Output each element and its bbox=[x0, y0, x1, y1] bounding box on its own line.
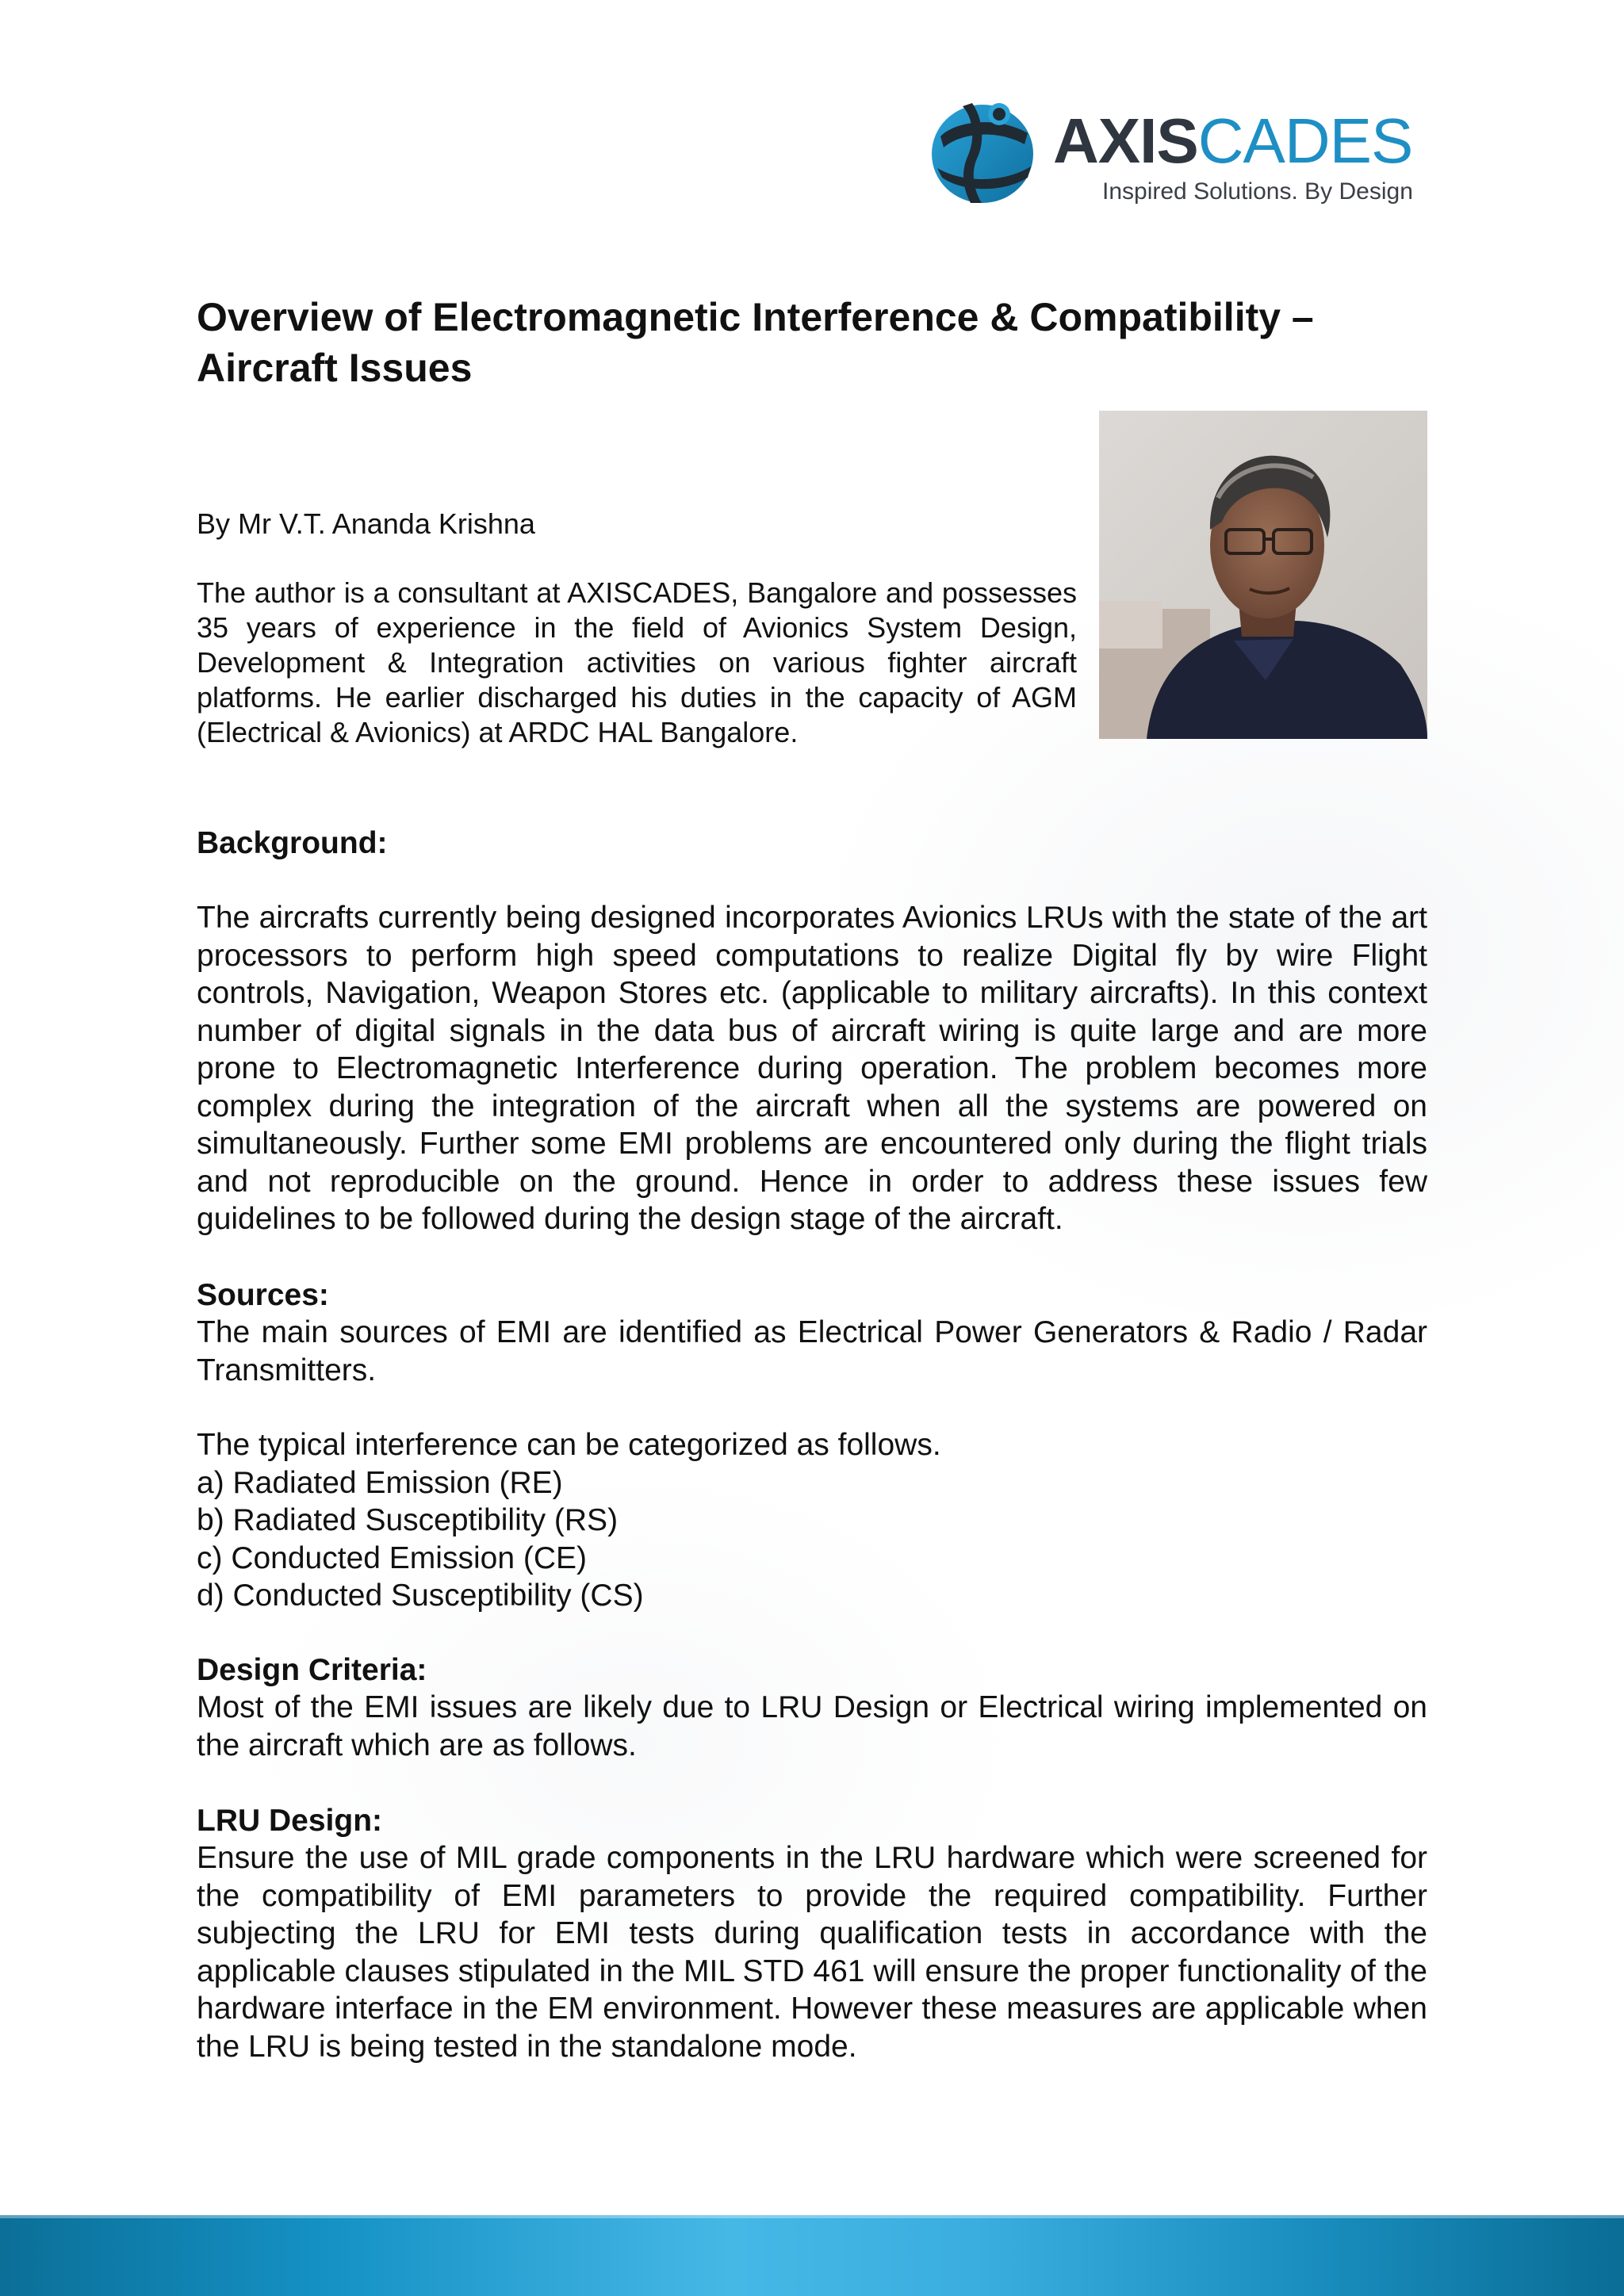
axiscades-globe-icon bbox=[926, 95, 1039, 208]
lru-design-paragraph: Ensure the use of MIL grade components in the LRU hardware which were screened for the compatibility of EMI parameters to provide the required compatibility. Further subjecting the LRU for EMI tests during qualification tests in accordance with the applicable clauses stipulated in the MIL STD 461 will ensure the proper functionality of the hardware interface in the EM environment. However these measures are applicable when the LRU is being tested in the standalone mode. bbox=[197, 1841, 1427, 2064]
list-item: c) Conducted Emission (CE) bbox=[197, 1540, 587, 1575]
logo-wordmark bbox=[1053, 105, 1413, 176]
axiscades-logo bbox=[926, 94, 1434, 212]
logo-wordmark-light: CADES bbox=[1197, 105, 1413, 176]
author-portrait bbox=[1099, 411, 1427, 739]
logo-wordmark-bold: AXIS bbox=[1053, 105, 1198, 176]
author-bio: The author is a consultant at AXISCADES, Bangalore and possesses 35 years of experience in the field of Avionics System Design, Development & Integration activities on various fighter aircraft platforms. He earlier discharged his duties in the capacity of AGM (Electrical & Avionics) at ARDC HAL Bangalore. bbox=[197, 576, 1077, 748]
lru-design-section bbox=[197, 1802, 1427, 2065]
background-paragraph: The aircrafts currently being designed incorporates Avionics LRUs with the state of the art processors to perform high speed computations to realize Digital fly by wire Flight controls, Navigation, Weapon Stores etc. (applicable to military aircrafts). In this context number of digital signals in the data bus of aircraft wiring is quite large and are more prone to Electromagnetic Interference during operation. The problem becomes more complex during the integration of the aircraft when all the systems are powered on simultaneously. Further some EMI problems are encountered only during the flight trials and not reproducible on the ground. Hence in order to address these issues few guidelines to be followed during the design stage of the aircraft. bbox=[197, 901, 1427, 1236]
interference-intro: The typical interference can be categorized as follows. bbox=[197, 1428, 941, 1462]
design-criteria-paragraph: Most of the EMI issues are likely due to LRU Design or Electrical wiring implemented on the aircraft which are as follows. bbox=[197, 1690, 1427, 1762]
document-title: Overview of Electromagnetic Interference & Compatibility – Aircraft Issues bbox=[197, 295, 1314, 390]
lru-design-heading: LRU Design: bbox=[197, 1804, 382, 1838]
list-item: d) Conducted Susceptibility (CS) bbox=[197, 1578, 644, 1613]
author-byline: By Mr V.T. Ananda Krishna bbox=[197, 507, 535, 540]
sources-paragraph: The main sources of EMI are identified as Electrical Power Generators & Radio / Radar Transmitters. bbox=[197, 1315, 1427, 1387]
footer-band bbox=[0, 2215, 1624, 2296]
sources-section bbox=[197, 1276, 1427, 1615]
list-item: a) Radiated Emission (RE) bbox=[197, 1465, 563, 1500]
logo-tagline: Inspired Solutions. By Design bbox=[1102, 178, 1413, 205]
design-criteria-heading: Design Criteria: bbox=[197, 1653, 427, 1687]
interference-categories-list bbox=[197, 1464, 1427, 1615]
list-item: b) Radiated Susceptibility (RS) bbox=[197, 1503, 619, 1537]
background-section bbox=[197, 825, 1427, 1238]
sources-heading: Sources: bbox=[197, 1278, 329, 1312]
design-criteria-section bbox=[197, 1651, 1427, 1764]
author-portrait-image bbox=[1099, 411, 1427, 739]
background-heading: Background: bbox=[197, 826, 388, 860]
